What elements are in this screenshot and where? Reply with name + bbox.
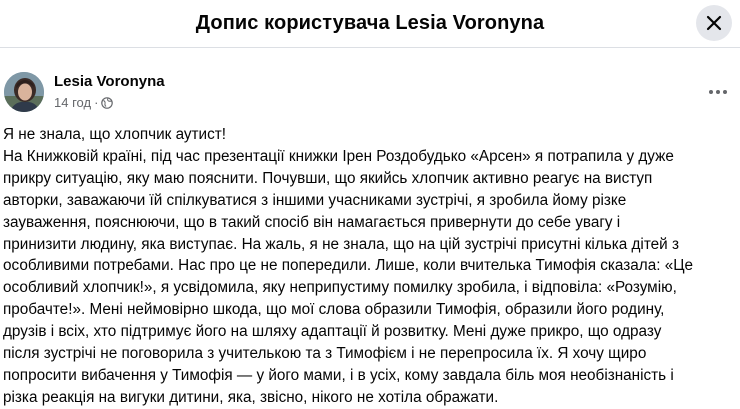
post-meta <box>54 95 113 111</box>
post-text-line: особливими потребами. Нас про це не попередили. Лише, коли вчителька Тимофія сказала: «Це <box>3 257 694 275</box>
close-button[interactable] <box>696 5 732 41</box>
post-text <box>3 124 737 409</box>
post-text-line: прикру ситуацію, яку маю пояснити. Почувши, що якийсь хлопчик активно реагує на виступ <box>3 169 653 187</box>
post-text-line: попросити вибачення у Тимофія — у його мами, і в усіх, кому завдала біль моя необізнаність і <box>3 366 674 384</box>
globe-icon <box>101 97 113 109</box>
post-text-line: Я не знала, що хлопчик аутист! <box>3 126 227 143</box>
post-text-line: пробачте!». Мені неймовірно шкода, що мої слова образили Тимофія, образили його родину, <box>3 301 665 319</box>
post-text-line: авторки, заважаючи їй спілкуватися з іншими учасниками зустрічі, я зробила йому різке <box>3 191 627 209</box>
more-horizontal-icon <box>708 89 728 95</box>
author-name[interactable]: Lesia Voronyna <box>54 73 165 90</box>
post-text-line: особливий хлопчик!», я усвідомила, яку неприпустиму помилку зробила, і відповіла: «Розумію, <box>3 279 677 297</box>
post-time[interactable]: 14 год <box>54 95 92 110</box>
post-text-line: На Книжковій країні, під час презентації книжки Ірен Роздобудько «Арсен» я потрапила у дуже <box>3 147 674 165</box>
avatar-photo-icon <box>4 72 44 112</box>
dialog-header <box>0 0 740 48</box>
post-text-line: після зустрічі не поговорила з учителькою та з Тимофієм і не перепросила їх. Я хочу щиро <box>3 345 647 363</box>
post-text-line: друзів і всіх, хто підтримує його на шляху адаптації й розвитку. Мені дуже прикро, що одразу <box>3 323 662 341</box>
post-text-line: різка реакція на вигуки дитини, яка, звісно, нікого не хотіла ображати. <box>3 388 499 406</box>
avatar[interactable] <box>4 72 44 112</box>
dialog-title: Допис користувача Lesia Voronyna <box>195 12 545 34</box>
more-options-button[interactable] <box>706 82 730 102</box>
post-header <box>0 48 740 118</box>
close-icon <box>706 15 722 31</box>
meta-separator: · <box>94 95 99 110</box>
post-text-line: зауваження, пояснюючи, що в такий спосіб він намагається привернути до себе увагу і <box>3 213 621 231</box>
post-text-line: принизити людину, яка виступає. На жаль, я не знала, що на цій зустрічі присутні кілька дітей з <box>3 235 679 253</box>
